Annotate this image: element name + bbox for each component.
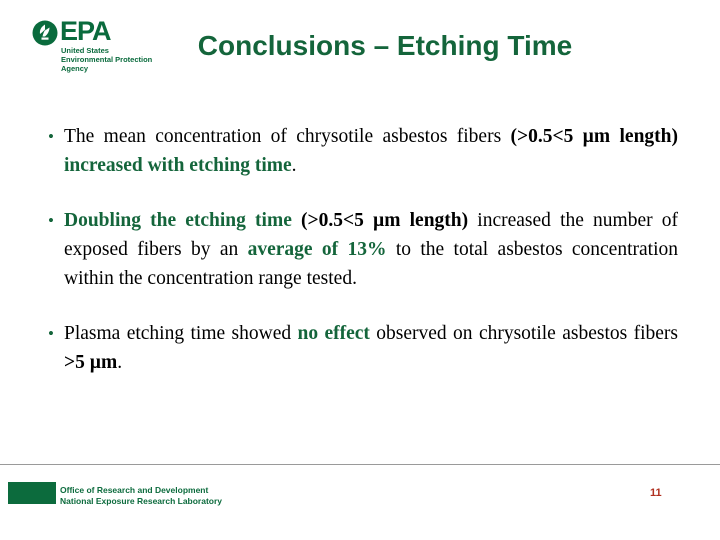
epa-subtitle-line-1: United States [61,46,109,55]
page-title: Conclusions – Etching Time [197,30,573,61]
footer-text [60,485,222,507]
text-segment: (>0.5<5 µm length) [291,210,469,231]
page-number: 11 [650,487,662,499]
text-segment: observed on chrysotile asbestos fibers [369,323,678,344]
text-segment: Doubling the etching time [64,210,292,231]
list-item [48,122,678,180]
footer-line-2: National Exposure Research Laboratory [60,496,223,506]
text-segment: average of 13% [247,239,387,260]
footer-line-1: Office of Research and Development [60,485,209,495]
text-segment: to the total asbestos concentration within the concentration range tested. [64,239,678,289]
text-segment: . [117,352,123,373]
list-item [48,206,678,293]
text-segment: increased with etching time [64,155,292,176]
text-segment: The mean concentration of chrysotile asbestos fibers [64,126,511,147]
epa-acronym: EPA [60,16,111,46]
bullet-list [48,122,678,377]
text-segment: increased the number of exposed fibers by an [64,210,679,260]
text-segment: >5 µm [64,352,118,373]
text-segment: (>0.5<5 µm length) [510,126,678,147]
text-segment: . [291,155,297,176]
footer-color-block [8,482,56,504]
epa-subtitle-line-3: Agency [61,64,89,73]
epa-subtitle-line-2: Environmental Protection [61,55,153,64]
text-segment: no effect [297,323,370,344]
footer-divider [0,464,720,465]
text-segment: Plasma etching time showed [64,323,298,344]
list-item [48,319,678,377]
